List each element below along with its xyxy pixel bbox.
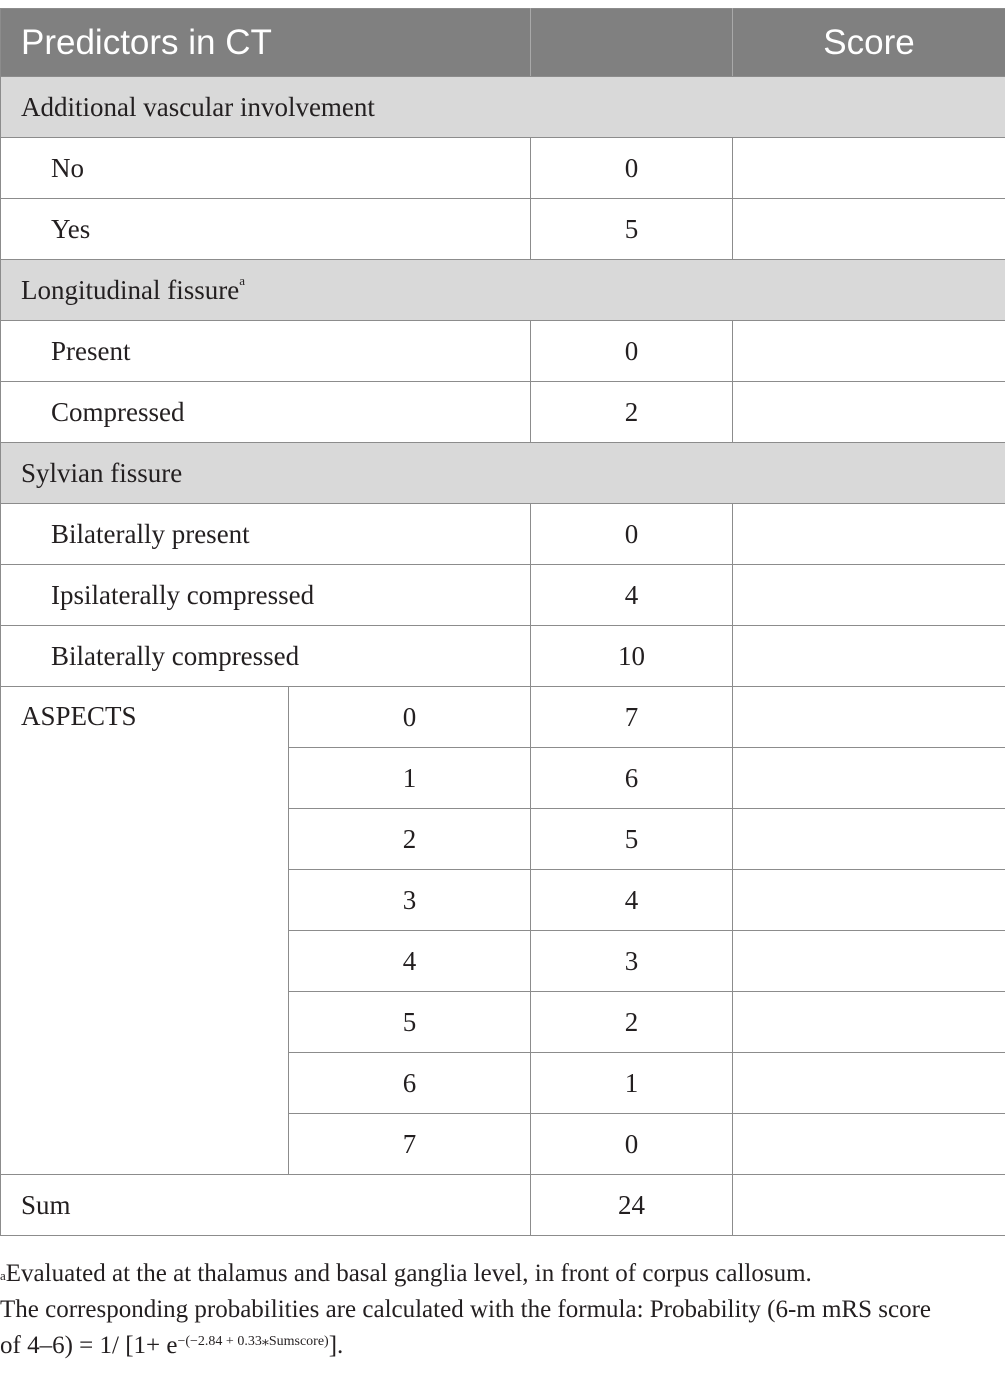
aspects-points: 3 (531, 931, 733, 992)
row-score-cell (733, 992, 1005, 1053)
formula-note: The corresponding probabilities are calculated with the formula: Probability (6-m mRS score of 4–6) = 1/ $[1+ e^{-(-2.84 + 0.33⁎Sumscore)}]$. (0, 1296, 931, 1359)
aspects-value: 5 (289, 992, 531, 1053)
section-title: Longitudinal fissure$^a$ (1, 260, 1005, 321)
row-points: 0 (531, 138, 733, 199)
aspects-value: 4 (289, 931, 531, 992)
row-score-cell (733, 626, 1005, 687)
row-score-cell (733, 1114, 1005, 1175)
row-label: Yes (1, 199, 531, 260)
row-score-cell (733, 382, 1005, 443)
row-points: 2 (531, 382, 733, 443)
table-row (1, 565, 1005, 626)
row-score-cell (733, 870, 1005, 931)
aspects-points: 5 (531, 809, 733, 870)
aspects-row (1, 687, 1005, 748)
row-points: 10 (531, 626, 733, 687)
row-score-cell (733, 199, 1005, 260)
aspects-points: 0 (531, 1114, 733, 1175)
row-score-cell (733, 565, 1005, 626)
aspects-value: 1 (289, 748, 531, 809)
aspects-points: 2 (531, 992, 733, 1053)
table-footnotes (0, 1256, 1005, 1364)
predictors-table (0, 8, 1005, 1236)
row-points: 4 (531, 565, 733, 626)
row-points: 0 (531, 321, 733, 382)
aspects-value: 7 (289, 1114, 531, 1175)
row-score-cell (733, 809, 1005, 870)
row-score-cell (733, 504, 1005, 565)
footnote-a: $^a$Evaluated at the at thalamus and basal ganglia level, in front of corpus callosum. (0, 1260, 812, 1287)
row-label: No (1, 138, 531, 199)
table-row (1, 138, 1005, 199)
row-score-cell (733, 1053, 1005, 1114)
footnote-marker: a (239, 272, 245, 288)
row-score-cell (733, 321, 1005, 382)
section-title: Sylvian fissure (1, 443, 1005, 504)
table-row (1, 504, 1005, 565)
row-score-cell (733, 687, 1005, 748)
row-label: Compressed (1, 382, 531, 443)
aspects-points: 6 (531, 748, 733, 809)
header-score: Score (733, 9, 1005, 77)
sum-points: 24 (531, 1175, 733, 1236)
aspects-value: 2 (289, 809, 531, 870)
header-predictors: Predictors in CT (1, 9, 531, 77)
aspects-points: 1 (531, 1053, 733, 1114)
aspects-value: 6 (289, 1053, 531, 1114)
table-row (1, 199, 1005, 260)
row-score-cell (733, 138, 1005, 199)
aspects-value: 3 (289, 870, 531, 931)
formula-exponent: −(−2.84 + 0.33⁎Sumscore) (177, 1334, 329, 1349)
aspects-points: 7 (531, 687, 733, 748)
row-points: 5 (531, 199, 733, 260)
row-label: Bilaterally compressed (1, 626, 531, 687)
row-score-cell (733, 748, 1005, 809)
section-row-vascular (1, 77, 1005, 138)
row-score-cell (733, 1175, 1005, 1236)
aspects-points: 4 (531, 870, 733, 931)
sum-row (1, 1175, 1005, 1236)
section-title: Additional vascular involvement (1, 77, 1005, 138)
header-points (531, 9, 733, 77)
aspects-value: 0 (289, 687, 531, 748)
table-row (1, 321, 1005, 382)
row-label: Ipsilaterally compressed (1, 565, 531, 626)
row-label: Present (1, 321, 531, 382)
sum-label: Sum (1, 1175, 531, 1236)
section-row-longitudinal (1, 260, 1005, 321)
table-header-row (1, 9, 1005, 77)
row-label: Bilaterally present (1, 504, 531, 565)
section-row-sylvian (1, 443, 1005, 504)
aspects-label: ASPECTS (1, 687, 289, 1175)
row-points: 0 (531, 504, 733, 565)
table-row (1, 382, 1005, 443)
table-row (1, 626, 1005, 687)
footnote-marker: a (0, 1268, 6, 1283)
row-score-cell (733, 931, 1005, 992)
